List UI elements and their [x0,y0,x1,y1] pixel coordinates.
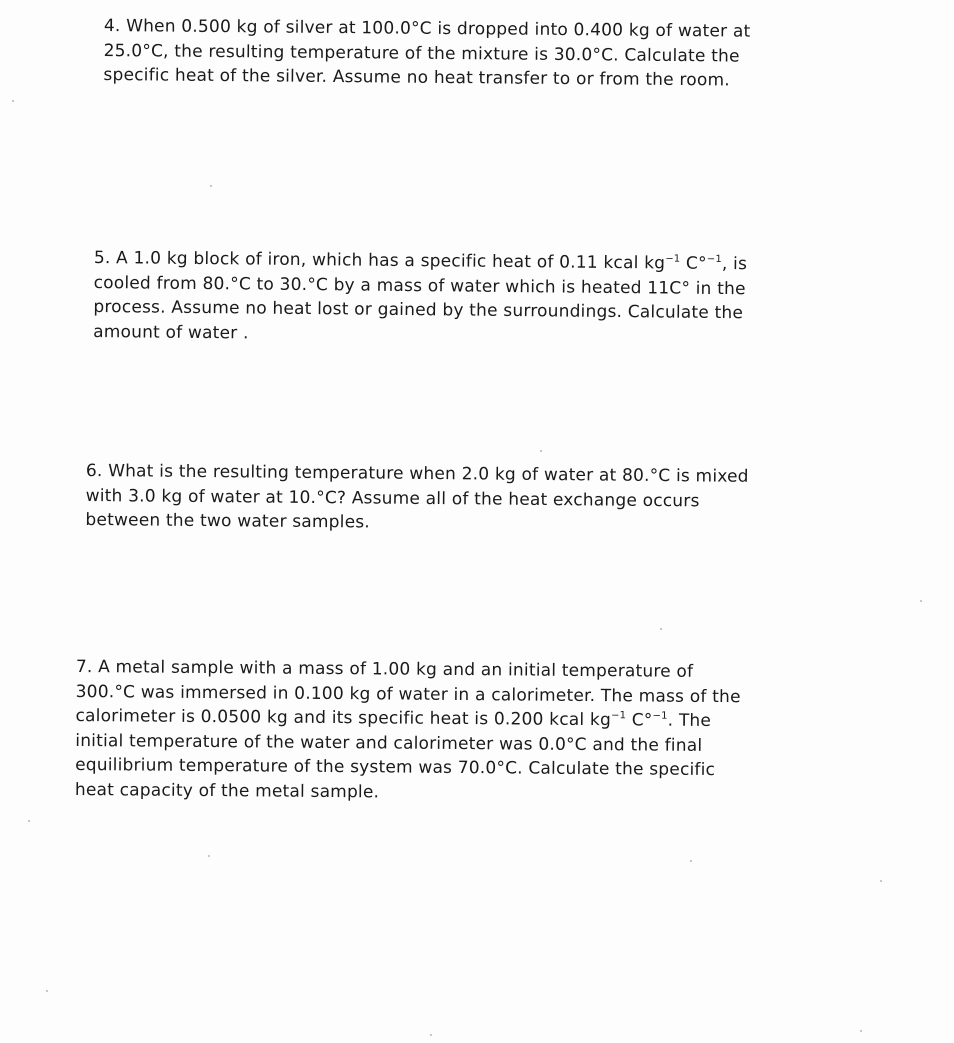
text-segment: , is [721,254,748,275]
text-segment: equilibrium temperature of the system was 70.0°C. Calculate the specific [75,754,716,781]
problem-6 [85,459,866,539]
problem-4 [103,14,884,94]
superscript: −1 [652,710,668,722]
scan-speck [12,100,14,102]
text-segment: 5. A 1.0 kg block of iron, which has a specific heat of 0.11 kcal kg [93,247,666,274]
text-segment: 300.°C was immersed in 0.100 kg of water in a calorimeter. The mass of the [75,681,741,707]
text-segment: cooled from 80.°C to 30.°C by a mass of water which is heated 11C° in the [93,272,746,299]
text-segment: 25.0°C, the resulting temperature of the mixture is 30.0°C. Calculate the [103,40,740,67]
scan-speck [860,1030,862,1032]
superscript: −1 [706,253,722,266]
text-segment: calorimeter is 0.0500 kg and its specific heat is 0.200 kcal kg [75,705,612,731]
scan-speck [660,628,662,630]
scan-speck [430,1034,432,1036]
text-segment: . The [667,710,712,731]
text-segment: 4. When 0.500 kg of silver at 100.0°C is dropped into 0.400 kg of water at [103,15,751,42]
text-segment: specific heat of the silver. Assume no heat transfer to or from the room. [103,64,730,91]
scan-speck [28,820,30,822]
text-segment: between the two water samples. [85,509,371,533]
superscript: −1 [610,710,627,722]
text-segment: process. Assume no heat lost or gained by the surroundings. Calculate the [93,296,744,324]
text-segment: 7. A metal sample with a mass of 1.00 kg and an initial temperature of [75,656,694,682]
text-segment: heat capacity of the metal sample. [74,779,380,802]
scan-speck [690,860,692,862]
scan-speck [540,450,542,452]
text-segment: amount of water . [93,321,249,343]
scan-speck [208,855,210,857]
text-segment: 6. What is the resulting temperature when 2.0 kg of water at 80.°C is mixed [85,460,749,487]
superscript: −1 [665,253,681,265]
text-segment: C° [626,710,653,731]
text-segment: C° [680,253,707,274]
text-segment: initial temperature of the water and calorimeter was 0.0°C and the final [75,730,703,756]
scan-speck [920,600,922,602]
problem-7 [75,655,856,808]
text-segment: with 3.0 kg of water at 10.°C? Assume all of the heat exchange occurs [85,485,700,511]
scan-speck [46,990,48,992]
problem-5 [93,246,874,351]
scan-speck [880,880,882,882]
scan-speck [210,185,212,187]
problem-line [75,777,855,808]
